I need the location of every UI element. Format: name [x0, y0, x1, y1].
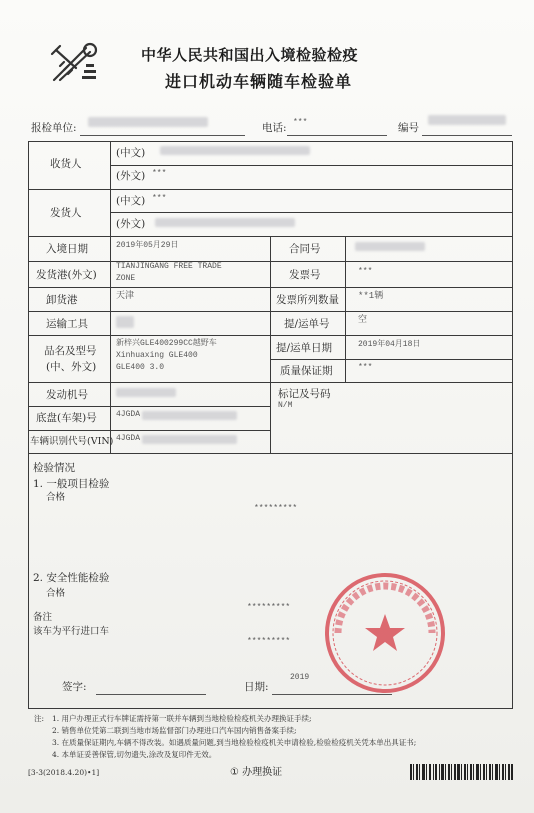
contract-label: 合同号 [289, 243, 321, 255]
applicant-label: 报检单位: [31, 122, 77, 134]
product-label-1: 品名及型号 [44, 345, 97, 357]
remarks-text: 该车为平行进口车 [33, 626, 110, 637]
bl-date-label: 提/运单日期 [276, 342, 333, 354]
bl-number-value: 空 [358, 315, 368, 325]
note-3: 3. 在质量保证期内,车辆不得改装。如遇质量问题,到当地检验检疫机关申请检验,检验检疫机关凭本单出具证书; [52, 738, 417, 747]
date-label: 日期: [244, 681, 269, 693]
inspection-item1-result: 合格 [46, 492, 66, 503]
remarks-stars: ********* [247, 637, 291, 646]
ciq-emblem-icon [46, 40, 102, 88]
redacted-number [428, 115, 506, 125]
redacted-vin [142, 435, 237, 444]
warranty-value: *** [358, 363, 373, 372]
phone-value: *** [293, 118, 308, 127]
quantity-value: **1辆 [358, 291, 384, 301]
form-code: [3-3(2018.4.20)•1] [28, 768, 100, 777]
inspection-item1-title: 1. 一般项目检验 [33, 478, 110, 490]
quantity-label: 发票所列数量 [276, 294, 339, 306]
note-2: 2. 销售单位凭第二联到当地市场监督部门办理进口汽车国内销售备案手续; [52, 726, 297, 735]
consignor-cn-value: *** [152, 194, 167, 203]
redacted-contract [355, 242, 425, 251]
bl-number-label: 提/运单号 [284, 318, 330, 330]
copy-label: ① 办理换证 [230, 767, 283, 778]
inspection-heading: 检验情况 [33, 462, 75, 474]
form-title-line2: 进口机动车辆随车检验单 [165, 72, 353, 91]
consignee-en-value: *** [152, 169, 167, 178]
phone-label: 电话: [262, 122, 287, 134]
redacted-consignee-cn [160, 146, 310, 155]
notes-prefix: 注: [34, 714, 45, 723]
note-1: 1. 用户办理正式行车牌证需持第一联并车辆到当地检验检疫机关办理换证手续; [52, 714, 312, 723]
product-value-2: Xinhuaxing GLE400 [116, 351, 198, 360]
marks-label: 标记及号码 [278, 388, 331, 400]
redacted-transport [116, 316, 134, 328]
official-seal-stamp [322, 570, 448, 696]
inspection-item2-result: 合格 [46, 588, 66, 599]
inspection-item1-stars: ********* [254, 504, 298, 513]
consignee-en-label: (外文) [116, 170, 146, 182]
port-value-1: TIANJINGANG FREE TRADE [116, 262, 222, 271]
port-label: 发货港(外文) [36, 269, 97, 281]
redacted-applicant [88, 117, 208, 127]
warranty-label: 质量保证期 [280, 365, 333, 377]
number-label: 编号 [398, 122, 419, 134]
bl-date-value: 2019年04月18日 [358, 340, 421, 349]
product-label-2: (中、外文) [46, 361, 97, 373]
consignor-label: 发货人 [50, 207, 82, 219]
remarks-label: 备注 [33, 612, 53, 623]
entry-date-value: 2019年05月29日 [116, 241, 179, 250]
unload-port-label: 卸货港 [46, 294, 78, 306]
barcode [410, 764, 514, 786]
inspection-item2-title: 2. 安全性能检验 [33, 572, 110, 584]
consignor-cn-label: (中文) [116, 195, 146, 207]
vin-value: 4JGDA [116, 434, 141, 443]
redacted-chassis [142, 411, 237, 420]
transport-label: 运输工具 [46, 318, 88, 330]
entry-date-label: 入境日期 [46, 243, 88, 255]
vin-label: 车辆识别代号(VIN) [30, 436, 114, 447]
consignee-cn-label: (中文) [116, 147, 146, 159]
redacted-consignor-en [155, 218, 295, 227]
redacted-engine [116, 388, 176, 397]
product-value-3: GLE400 3.0 [116, 363, 165, 372]
engine-label: 发动机号 [46, 389, 88, 401]
marks-value: N/M [278, 401, 293, 410]
signature-label: 签字: [62, 681, 87, 693]
chassis-value: 4JGDA [116, 410, 141, 419]
consignee-label: 收货人 [50, 158, 82, 170]
product-value-1: 新梓兴GLE400299CC越野车 [116, 339, 217, 348]
inspection-item2-stars: ********* [247, 603, 291, 612]
form-title-line1: 中华人民共和国出入境检验检疫 [141, 46, 359, 64]
unload-port-value: 天津 [116, 291, 135, 301]
consignor-en-label: (外文) [116, 218, 146, 230]
port-value-2: ZONE [116, 274, 136, 283]
invoice-value: *** [358, 267, 373, 276]
invoice-label: 发票号 [289, 269, 321, 281]
chassis-label: 底盘(车架)号 [36, 412, 97, 424]
date-year-value: 2019 [290, 673, 310, 682]
note-4: 4. 本单证妥善保管,切勿遗失,涂改及复印件无效。 [52, 750, 217, 759]
